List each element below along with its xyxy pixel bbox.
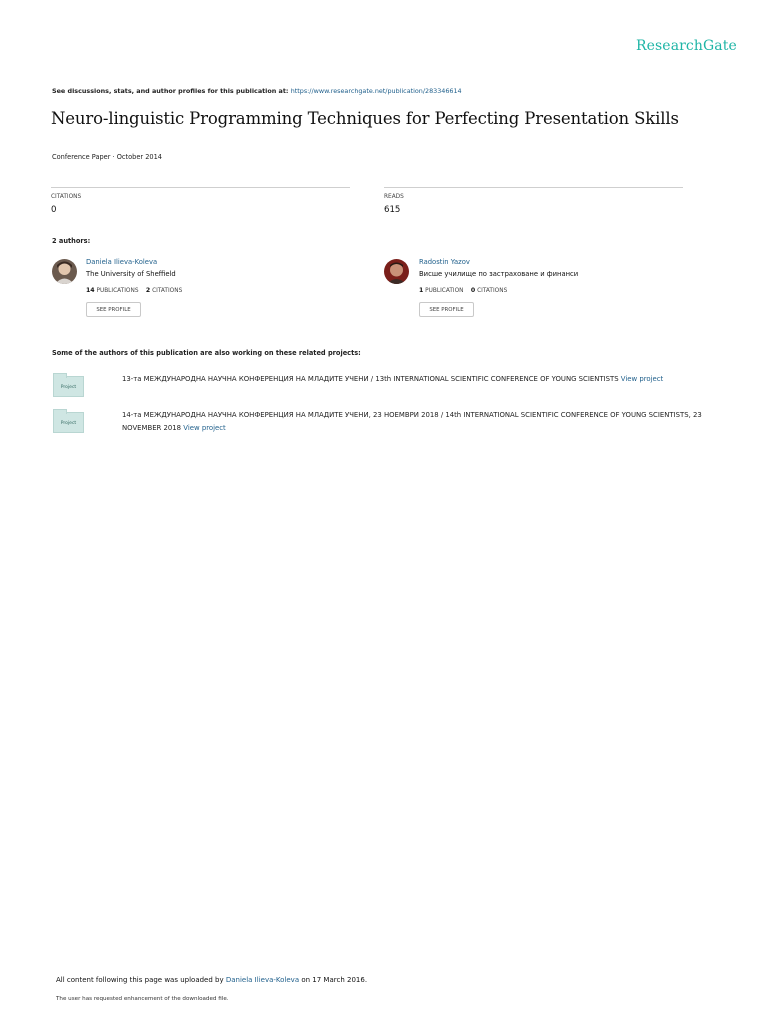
citations-label: CITATIONS: [51, 194, 82, 200]
project-item: [122, 409, 722, 434]
discussion-text: See discussions, stats, and author profiles for this publication at:: [52, 87, 289, 95]
see-profile-button[interactable]: SEE PROFILE: [86, 302, 141, 317]
see-profile-button[interactable]: SEE PROFILE: [419, 302, 474, 317]
author-stats: [419, 287, 507, 294]
upload-notice: [56, 976, 367, 984]
uploader-link[interactable]: Daniela Ilieva-Koleva: [225, 976, 300, 984]
reads-label: READS: [384, 194, 404, 200]
author-name-link[interactable]: Daniela Ilieva-Koleva: [86, 258, 158, 266]
author-name-link[interactable]: Radostin Yazov: [419, 258, 470, 266]
publications-label: PUBLICATIONS: [96, 288, 139, 294]
view-project-link[interactable]: View project: [620, 375, 664, 383]
avatar[interactable]: [384, 259, 409, 284]
author-affiliation: The University of Sheffield: [86, 270, 176, 278]
project-title: 14-та МЕЖДУНАРОДНА НАУЧНА КОНФЕРЕНЦИЯ НА МЛАДИТЕ УЧЕНИ, 23 НОЕМВРИ 2018 / 14th INTERNATIONAL SCIENTIFIC CONFERENCE OF YOUNG SCIENTISTS, 23 NOVEMBER 2018: [122, 411, 702, 432]
related-projects-heading: Some of the authors of this publication are also working on these related projects:: [52, 349, 361, 357]
publication-url-link[interactable]: https://www.researchgate.net/publication/283346614: [290, 87, 462, 95]
discussion-notice: [52, 87, 462, 95]
project-title: 13-та МЕЖДУНАРОДНА НАУЧНА КОНФЕРЕНЦИЯ НА МЛАДИТЕ УЧЕНИ / 13th INTERNATIONAL SCIENTIFIC CONFERENCE OF YOUNG SCIENTISTS: [122, 375, 619, 383]
citations-count: 0: [470, 287, 476, 294]
page-title: Neuro-linguistic Programming Techniques for Perfecting Presentation Skills: [51, 109, 679, 128]
reads-value: 615: [384, 205, 401, 215]
project-icon-label: Project: [60, 421, 77, 426]
enhancement-note: The user has requested enhancement of the downloaded file.: [56, 996, 229, 1002]
author-stats: [86, 287, 182, 294]
citations-label: CITATIONS: [477, 288, 508, 294]
citations-label: CITATIONS: [152, 288, 183, 294]
researchgate-logo[interactable]: ResearchGate: [636, 38, 737, 54]
project-folder-icon[interactable]: [53, 412, 84, 433]
upload-suffix: on 17 March 2016.: [301, 976, 368, 984]
publications-count: 1: [419, 287, 424, 294]
publications-count: 14: [86, 287, 95, 294]
author-affiliation: Висше училище по застраховане и финанси: [419, 270, 579, 278]
publication-type: Conference Paper · October 2014: [52, 153, 163, 161]
authors-heading: 2 authors:: [52, 237, 91, 245]
publications-label: PUBLICATION: [425, 288, 464, 294]
upload-prefix: All content following this page was uploaded by: [56, 976, 224, 984]
view-project-link[interactable]: View project: [183, 423, 226, 432]
project-icon-label: Project: [60, 385, 77, 390]
divider: [384, 187, 683, 188]
citations-count: 2: [145, 287, 151, 294]
project-folder-icon[interactable]: [53, 376, 84, 397]
project-item: [122, 373, 722, 386]
citations-value: 0: [51, 205, 57, 215]
divider: [51, 187, 350, 188]
avatar[interactable]: [52, 259, 77, 284]
